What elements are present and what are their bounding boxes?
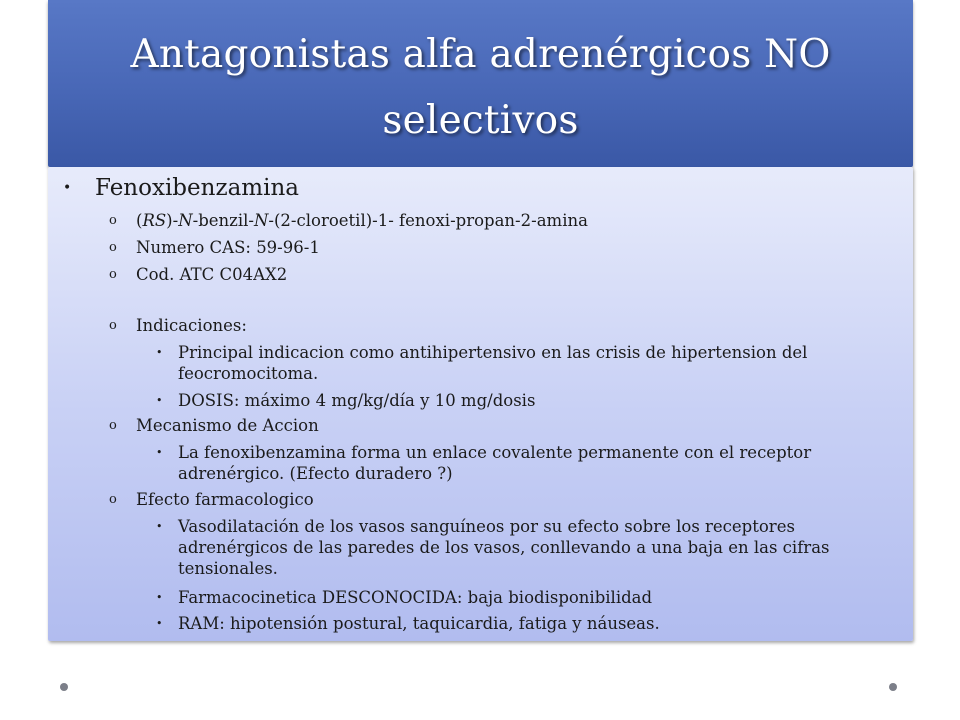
efecto-text: Vasodilatación de los vasos sanguíneos por su efecto sobre los receptores adrenérgicos de las paredes de los vasos, conllevando a una baja en las cifras tensionales. [178, 517, 830, 578]
mecanismo-row [109, 415, 856, 436]
chem-part-italic: RS [142, 211, 167, 230]
mecanismo-text: La fenoxibenzamina forma un enlace covalente permanente con el receptor adrenérgico. (Efecto duradero ?) [178, 443, 812, 483]
chemical-name-row [109, 210, 856, 231]
dosis-item [156, 390, 868, 411]
circle-bullet-icon: o [109, 318, 117, 333]
cas-number-text: Numero CAS: 59-96-1 [136, 238, 320, 257]
chem-part: ( [136, 211, 143, 230]
indicacion-text: Principal indicacion como antihipertensivo en las crisis de hipertension del feocromocitoma. [178, 343, 808, 383]
main-bullet-dot: • [63, 180, 72, 196]
bullet-icon: • [156, 446, 163, 459]
indicaciones-heading: Indicaciones: [136, 316, 247, 335]
efecto-row [109, 489, 856, 510]
circle-bullet-icon: o [109, 213, 117, 228]
dosis-text: DOSIS: máximo 4 mg/kg/día y 10 mg/dosis [178, 391, 536, 410]
slide-title: Antagonistas alfa adrenérgicos NO selectivos [130, 32, 831, 143]
bullet-icon: • [156, 591, 163, 604]
bullet-icon: • [156, 394, 163, 407]
chem-part: -benzil- [192, 211, 254, 230]
ram-item [156, 613, 868, 634]
bullet-icon: • [156, 617, 163, 630]
circle-bullet-icon: o [109, 492, 117, 507]
chem-part: )- [166, 211, 179, 230]
bullet-icon: • [156, 346, 163, 359]
atc-code-row [109, 264, 856, 285]
right-nav-dot [889, 683, 897, 691]
bullet-icon: • [156, 520, 163, 533]
left-nav-dot [60, 683, 68, 691]
efecto-item [156, 516, 868, 579]
main-bullet-text: Fenoxibenzamina [95, 175, 299, 201]
circle-bullet-icon: o [109, 418, 117, 433]
atc-code-text: Cod. ATC C04AX2 [136, 265, 288, 284]
chem-part: -(2-cloroetil)-1- fenoxi-propan-2-amina [268, 211, 588, 230]
indicacion-item [156, 342, 868, 384]
indicaciones-row [109, 315, 856, 336]
efecto-heading: Efecto farmacologico [136, 490, 314, 509]
chem-part-italic: N [178, 211, 193, 230]
farmacocinetica-text: Farmacocinetica DESCONOCIDA: baja biodisponibilidad [178, 588, 653, 607]
ram-text: RAM: hipotensión postural, taquicardia, fatiga y náuseas. [178, 614, 660, 633]
circle-bullet-icon: o [109, 240, 117, 255]
farmacocinetica-item [156, 587, 868, 608]
mecanismo-heading: Mecanismo de Accion [136, 416, 319, 435]
mecanismo-item [156, 442, 868, 484]
chem-part-italic: N [253, 211, 269, 230]
circle-bullet-icon: o [109, 267, 117, 282]
cas-number-row [109, 237, 856, 258]
